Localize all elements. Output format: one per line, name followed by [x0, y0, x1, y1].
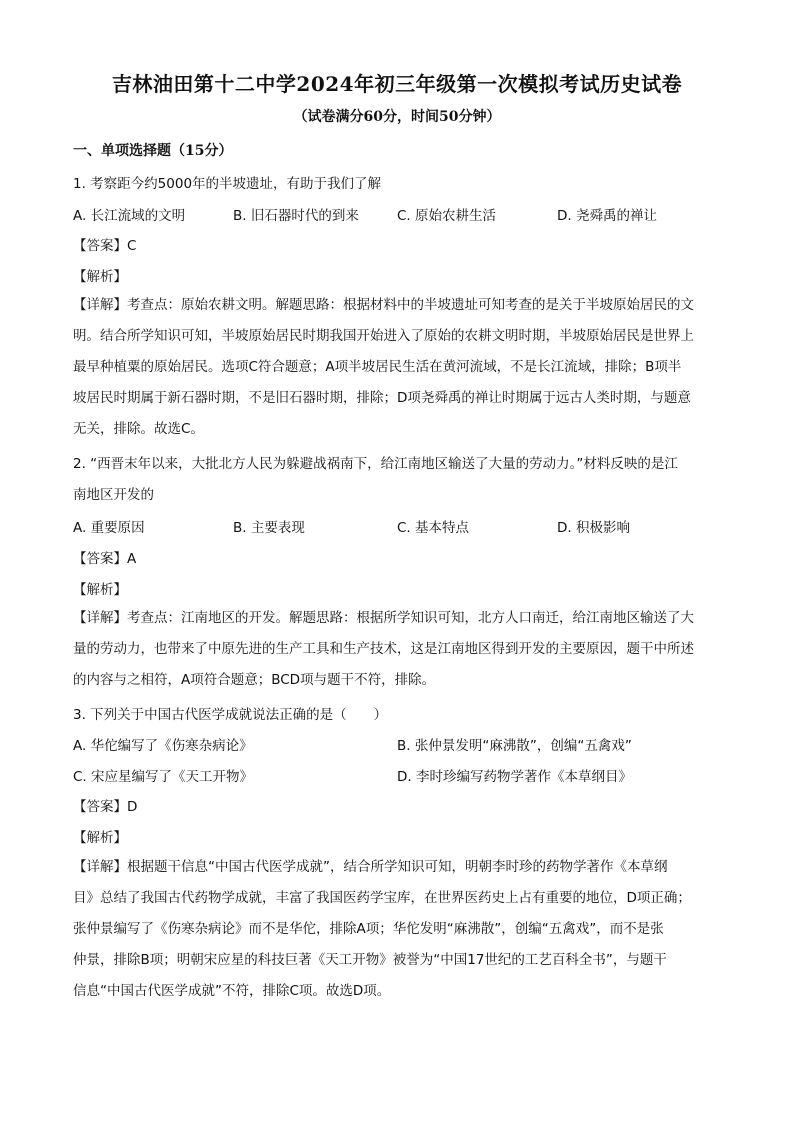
q2-stem-line: 南地区开发的 — [73, 487, 154, 503]
q1-detail-line: 最早种植粟的原始居民。选项C符合题意；A项半坡居民生活在黄河流域，不是长江流域，排除；B项半 — [73, 359, 682, 375]
q2-detail-line: 量的劳动力，也带来了中原先进的生产工具和生产技术，这是江南地区得到开发的主要原因，题干中所述 — [73, 641, 694, 657]
q2-detail-line: 的内容与之相符，A项符合题意；BCD项与题干不符，排除。 — [73, 672, 436, 688]
page-title: 吉林油田第十二中学2024年初三年级第一次模拟考试历史试卷 — [111, 72, 683, 96]
q2-stem-line: 2. “西晋末年以来，大批北方人民为躲避战祸南下，给江南地区输送了大量的劳动力。”材料反映的是江 — [73, 456, 678, 472]
q2-answer: 【答案】A — [73, 551, 137, 567]
q2-option-a: A. 重要原因 — [73, 520, 145, 536]
q2-option-c: C. 基本特点 — [397, 520, 470, 536]
q1-detail-line: 【详解】考查点：原始农耕文明。解题思路：根据材料中的半坡遗址可知考查的是关于半坡原始居民的文 — [73, 297, 694, 313]
q3-option-b: B. 张仲景发明“麻沸散”，创编“五禽戏” — [397, 738, 632, 754]
q3-option-d: D. 李时珍编写药物学著作《本草纲目》 — [397, 769, 632, 785]
q1-analysis-label: 【解析】 — [73, 269, 127, 285]
q1-detail-line: 明。结合所学知识可知，半坡原始居民时期我国开始进入了原始的农耕文明时期，半坡原始居民是世界上 — [73, 328, 694, 344]
q2-detail-line: 【详解】考查点：江南地区的开发。解题思路：根据所学知识可知，北方人口南迁，给江南地区输送了大 — [73, 610, 694, 626]
question-1-stem: 1. 考察距今约5000年的半坡遗址，有助于我们了解 — [73, 176, 382, 192]
q3-analysis-label: 【解析】 — [73, 830, 127, 846]
q1-detail — [73, 290, 723, 445]
q1-detail-line: 无关，排除。故选C。 — [73, 421, 204, 437]
q1-option-a: A. 长江流域的文明 — [73, 208, 186, 224]
q3-detail-line: 目》总结了我国古代药物学成就，丰富了我国医药学宝库，在世界医药史上占有重要的地位，D项正确； — [73, 890, 691, 906]
exam-info: （试卷满分60分，时间50分钟） — [293, 109, 501, 125]
q3-detail — [73, 852, 723, 1007]
question-2-stem — [73, 449, 723, 511]
q3-option-c: C. 宋应星编写了《天工开物》 — [73, 769, 254, 785]
q3-detail-line: 信息“中国古代医学成就”不符，排除C项。故选D项。 — [73, 983, 391, 999]
q1-option-c: C. 原始农耕生活 — [397, 208, 497, 224]
question-3-stem: 3. 下列关于中国古代医学成就说法正确的是（ ） — [73, 707, 388, 723]
q3-option-a: A. 华佗编写了《伤寒杂病论》 — [73, 738, 253, 754]
q2-analysis-label: 【解析】 — [73, 582, 127, 598]
q2-detail — [73, 603, 723, 696]
q1-option-b: B. 旧石器时代的到来 — [233, 208, 359, 224]
q1-answer: 【答案】C — [73, 238, 137, 254]
section-heading: 一、单项选择题（15分） — [73, 143, 233, 159]
q2-option-d: D. 积极影响 — [557, 520, 630, 536]
q2-option-b: B. 主要表现 — [233, 520, 305, 536]
q3-detail-line: 张仲景编写了《伤寒杂病论》而不是华佗，排除A项；华佗发明“麻沸散”，创编“五禽戏”，而不是张 — [73, 921, 664, 937]
q1-detail-line: 坡居民时期属于新石器时期，不是旧石器时期，排除；D项尧舜禹的禅让时期属于远古人类时期，与题意 — [73, 390, 691, 406]
q3-detail-line: 【详解】根据题干信息“中国古代医学成就”，结合所学知识可知，明朝李时珍的药物学著作《本草纲 — [73, 859, 668, 875]
q3-answer: 【答案】D — [73, 799, 138, 815]
q1-option-d: D. 尧舜禹的禅让 — [557, 208, 657, 224]
q3-detail-line: 仲景，排除B项；明朝宋应星的科技巨著《天工开物》被誉为“中国17世纪的工艺百科全书”，与题干 — [73, 952, 667, 968]
